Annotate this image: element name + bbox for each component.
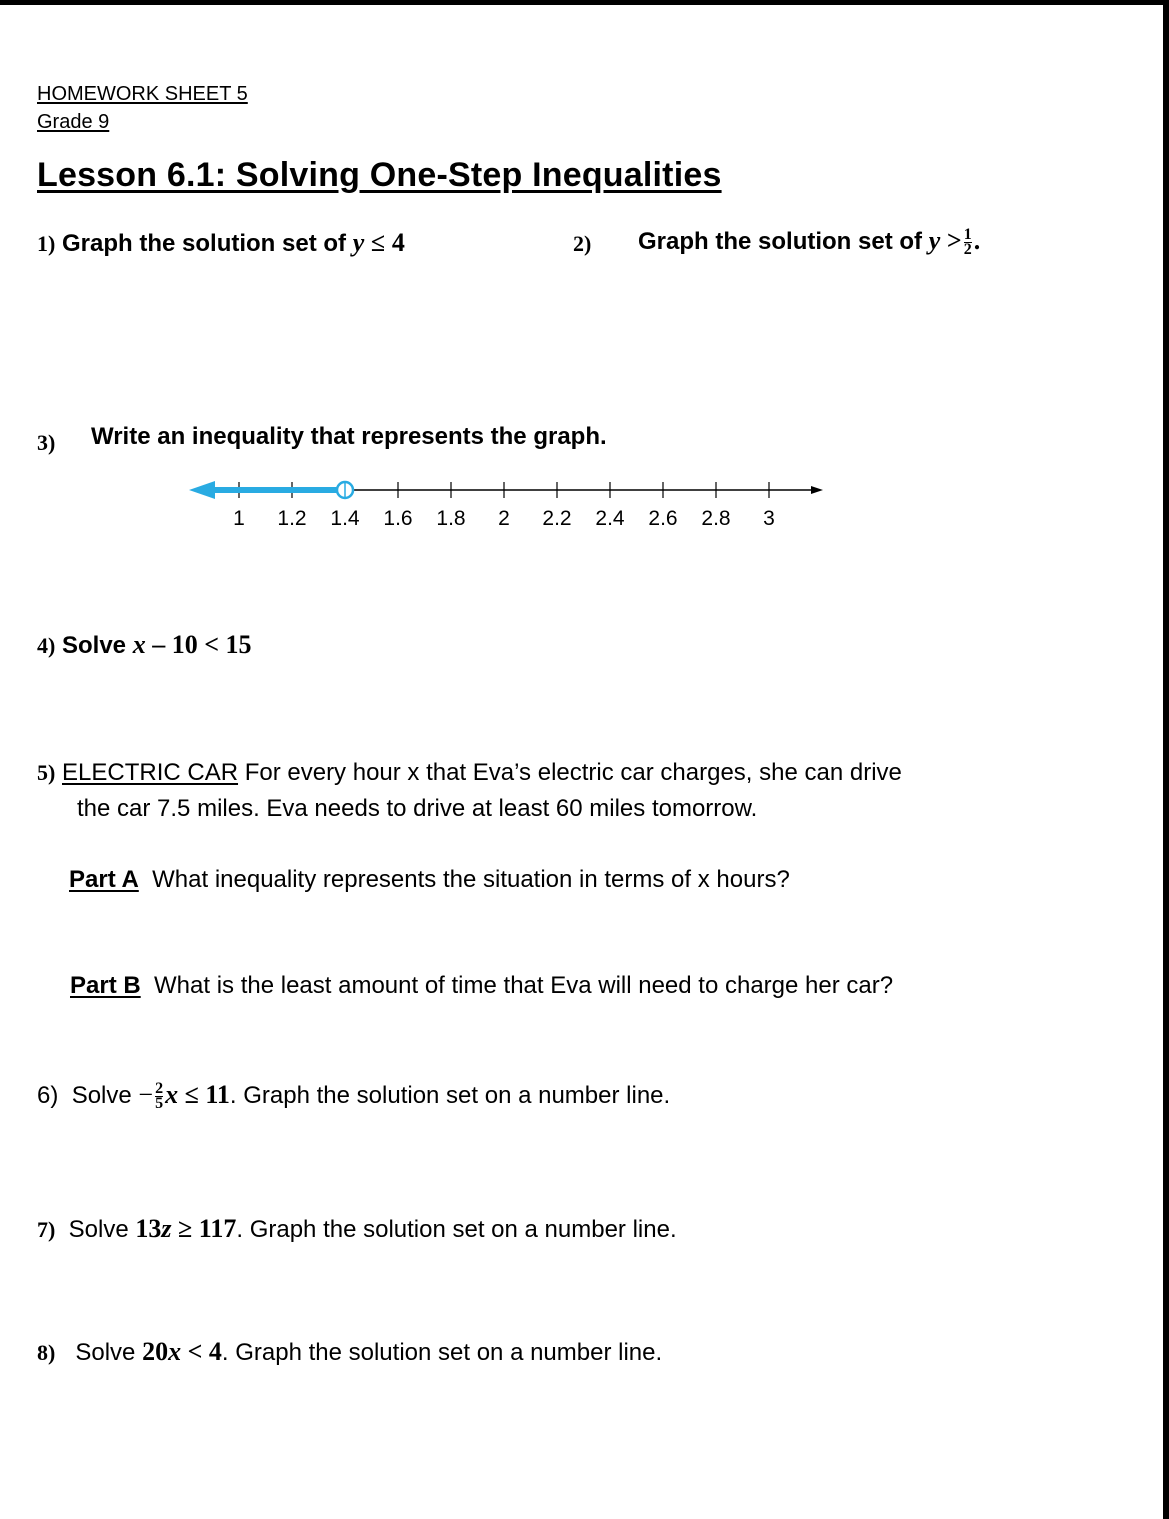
lesson-title: Lesson 6.1: Solving One-Step Inequalities: [37, 156, 722, 194]
math-expression: ≤ 11: [178, 1080, 230, 1109]
fraction-numerator: 2: [155, 1080, 164, 1098]
tick-label: 1.6: [383, 507, 413, 530]
period: .: [973, 226, 981, 255]
math-variable: y: [352, 228, 365, 257]
fraction: [155, 1082, 163, 1111]
tick-label: 2.2: [542, 507, 572, 530]
question-tail: . Graph the solution set on a number line.: [221, 1339, 663, 1366]
solve-word: Solve: [62, 632, 127, 659]
question-4: [37, 630, 252, 660]
question-number: 4): [37, 633, 56, 658]
question-7: [37, 1214, 677, 1244]
math-coefficient: 13: [135, 1214, 162, 1243]
fraction: [964, 228, 972, 257]
tick-label: 1.4: [330, 507, 360, 530]
tick-label: 1.2: [277, 507, 307, 530]
part-b: [70, 972, 893, 1000]
sheet-heading: HOMEWORK SHEET 5: [37, 83, 248, 105]
question-3-text: Write an inequality that represents the graph.: [91, 423, 607, 450]
math-expression: < 4: [181, 1337, 222, 1366]
question-6: [37, 1080, 670, 1111]
solution-arrow-left: [189, 481, 215, 499]
solve-word: Solve: [75, 1339, 136, 1366]
math-expression: – 10 < 15: [145, 630, 252, 659]
question-5-line-2: the car 7.5 miles. Eva needs to drive at least 60 miles tomorrow.: [77, 795, 758, 822]
tick-label: 1.8: [436, 507, 466, 530]
question-number: 1): [37, 231, 56, 256]
question-2-number: 2): [573, 231, 592, 256]
question-8: [37, 1337, 662, 1367]
question-tail: . Graph the solution set on a number line.: [236, 1216, 677, 1243]
question-3-number: 3): [37, 430, 56, 455]
part-a-label: Part A: [69, 866, 139, 893]
part-b-label: Part B: [70, 972, 141, 999]
question-number: 6): [37, 1082, 59, 1109]
part-b-text: What is the least amount of time that Eva will need to charge her car?: [154, 972, 894, 999]
part-a-text: What inequality represents the situation in terms of x hours?: [152, 866, 790, 893]
question-number: 8): [37, 1340, 56, 1365]
problem-text-line-1: For every hour x that Eva’s electric car charges, she can drive: [238, 759, 902, 786]
solve-word: Solve: [71, 1082, 132, 1109]
minus-sign: −: [138, 1080, 154, 1109]
question-tail: . Graph the solution set on a number line.: [229, 1082, 671, 1109]
fraction-denominator: 5: [155, 1095, 164, 1113]
math-variable: z: [161, 1214, 172, 1243]
grade-heading: Grade 9: [37, 111, 110, 133]
fraction-numerator: 1: [963, 226, 972, 244]
tick-label: 1: [233, 507, 245, 530]
number-line-graph: [185, 470, 830, 540]
tick-label: 2.8: [701, 507, 731, 530]
math-coefficient: 20: [142, 1337, 169, 1366]
right-border: [1163, 0, 1169, 1519]
tick-label: 2.6: [648, 507, 678, 530]
math-variable: x: [165, 1080, 179, 1109]
axis-arrow-right: [811, 486, 823, 494]
question-number: 7): [37, 1217, 56, 1242]
question-number: 5): [37, 760, 56, 785]
tick-label: 2.4: [595, 507, 625, 530]
solve-word: Solve: [68, 1216, 129, 1243]
question-text: Graph the solution set of: [62, 230, 347, 257]
math-operator: ≤: [370, 228, 386, 257]
question-2: [638, 226, 980, 257]
math-value: 4: [391, 228, 405, 257]
question-5-line-1: [37, 759, 902, 787]
tick-label: 3: [763, 507, 775, 530]
question-text: Graph the solution set of: [638, 228, 923, 255]
fraction-denominator: 2: [963, 241, 972, 259]
math-variable: y: [928, 226, 941, 255]
math-operator: >: [946, 226, 962, 255]
part-a: [64, 866, 790, 894]
question-1: [37, 228, 405, 258]
tick-label: 2: [498, 507, 510, 530]
top-border: [0, 0, 1169, 5]
problem-label: ELECTRIC CAR: [62, 759, 239, 786]
math-expression: ≥ 117: [171, 1214, 237, 1243]
math-variable: x: [132, 630, 146, 659]
math-variable: x: [168, 1337, 182, 1366]
